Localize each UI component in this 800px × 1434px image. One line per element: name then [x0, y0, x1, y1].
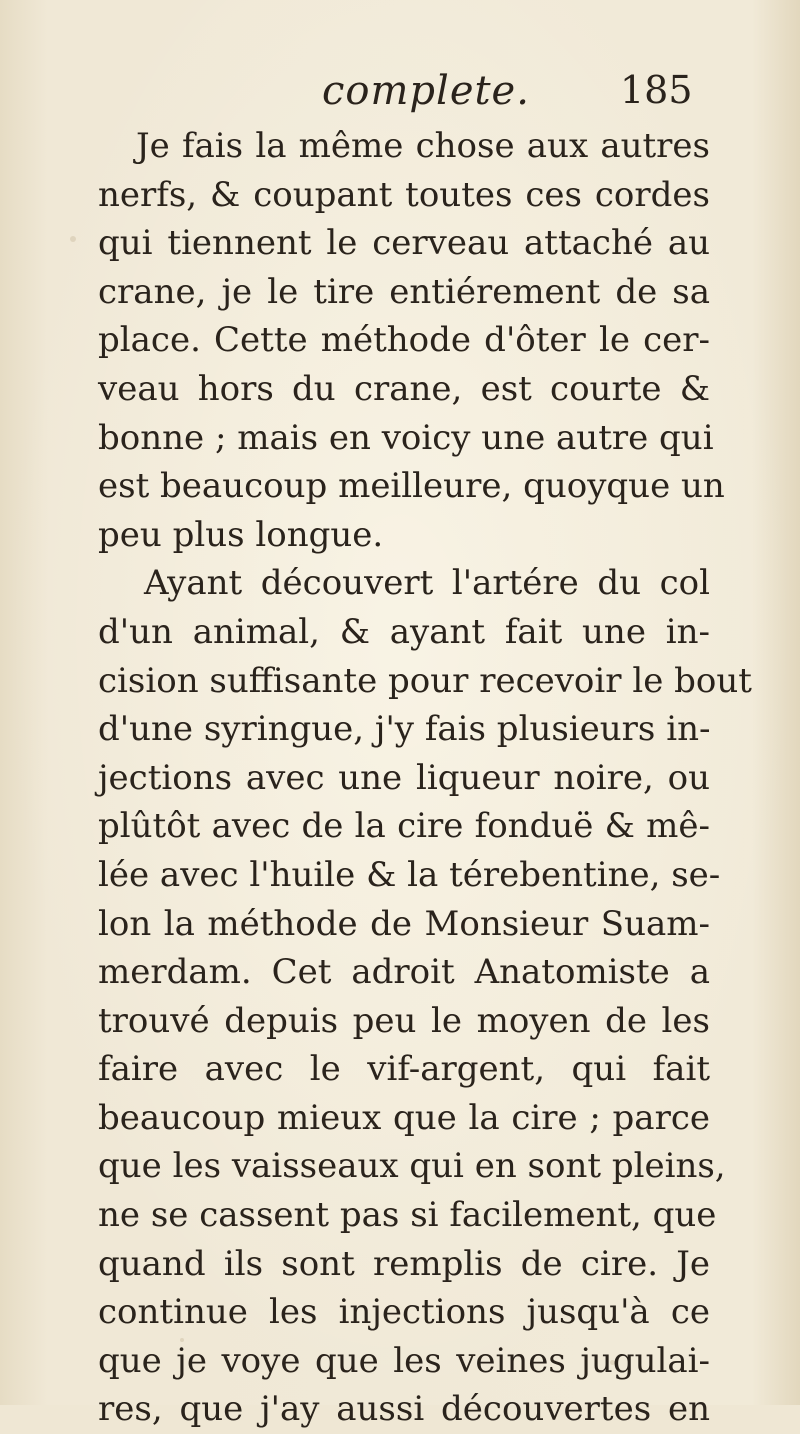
text-line: d'une syringue, j'y fais plusieurs in- — [98, 709, 711, 750]
text-line: faire avec le vif-argent, qui fait — [98, 1049, 710, 1090]
text-line: place. Cette méthode d'ôter le cer- — [98, 320, 710, 361]
text-line: Je fais la même chose aux autres — [136, 126, 710, 166]
text-line: continue les injections jusqu'à ce — [98, 1292, 710, 1333]
text-line: qui tiennent le cerveau attaché au — [98, 223, 710, 264]
text-line: ne se cassent pas si facilement, que — [98, 1195, 717, 1236]
text-line: d'un animal, & ayant fait une in- — [98, 611, 710, 652]
text-line: lée avec l'huile & la térebentine, se- — [98, 854, 721, 895]
running-title: complete. — [322, 68, 530, 114]
page-header — [0, 68, 800, 118]
text-line: est beaucoup meilleure, quoyque un — [98, 466, 725, 507]
text-line: lon la méthode de Monsieur Suam- — [98, 903, 710, 944]
text-line: quand ils sont remplis de cire. Je — [98, 1243, 710, 1284]
text-line: que je voye que les veines jugulai- — [98, 1340, 710, 1381]
paper-stain — [70, 236, 76, 242]
page-number: 185 — [620, 68, 693, 112]
text-line: veau hors du crane, est courte & — [98, 368, 710, 409]
text-line: Ayant découvert l'artére du col — [144, 563, 710, 604]
text-line: merdam. Cet adroit Anatomiste a — [98, 952, 710, 993]
body-text — [98, 122, 752, 1434]
text-line: peu plus longue. — [98, 514, 384, 555]
text-line: bonne ; mais en voicy une autre qui — [98, 417, 714, 458]
text-line: crane, je le tire entiérement de sa — [98, 271, 710, 312]
text-line: plûtôt avec de la cire fonduë & mê- — [98, 806, 710, 847]
text-line: beaucoup mieux que la cire ; parce — [98, 1097, 710, 1138]
text-line: jections avec une liqueur noire, ou — [98, 757, 710, 798]
text-line: nerfs, & coupant toutes ces cordes — [98, 174, 710, 215]
text-line: res, que j'ay aussi découvertes en — [98, 1389, 710, 1430]
text-line: trouvé depuis peu le moyen de les — [98, 1000, 710, 1041]
text-line: cision suffisante pour recevoir le bout — [98, 660, 752, 701]
text-line: que les vaisseaux qui en sont pleins, — [98, 1146, 726, 1187]
